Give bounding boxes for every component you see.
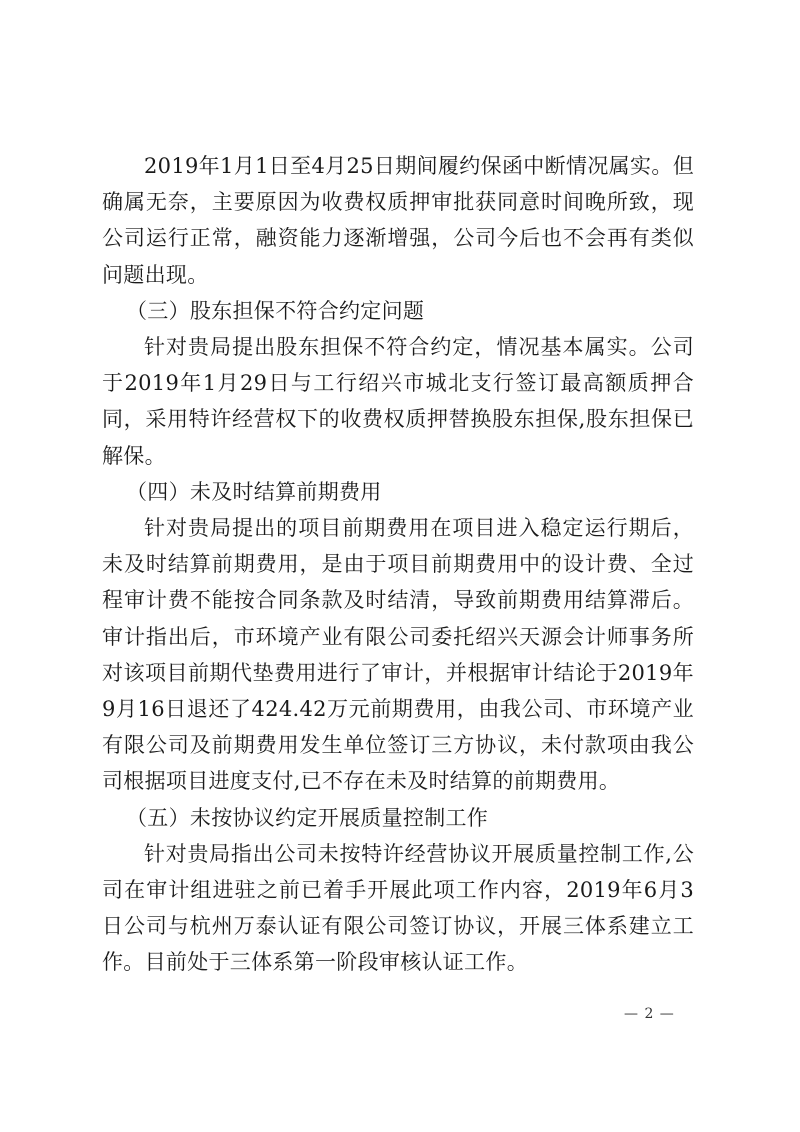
paragraph-guarantee-interruption: 2019年1月1日至4月25日期间履约保函中断情况属实。但确属无奈，主要原因为收费权质押审批获同意时间晚所致，现公司运行正常，融资能力逐渐增强，公司今后也不会再有类似问题出现。 <box>102 154 694 287</box>
section-heading-3: （三）股东担保不符合约定问题 <box>126 298 425 323</box>
section-heading-5: （五）未按协议约定开展质量控制工作 <box>126 805 489 830</box>
paragraph-quality-control: 针对贵局指出公司未按特许经营协议开展质量控制工作,公司在审计组进驻之前已着手开展此项工作内容，2019年6月3日公司与杭州万泰认证有限公司签订协议，开展三体系建立工作。目前处于三体系第一阶段审核认证工作。 <box>102 841 694 975</box>
paragraph-shareholder-guarantee: 针对贵局提出股东担保不符合约定，情况基本属实。公司于2019年1月29日与工行绍兴市城北支行签订最高额质押合同，采用特许经营权下的收费权质押替换股东担保,股东担保已解保。 <box>102 335 694 468</box>
page-number: — 2 — <box>624 1006 675 1022</box>
document-body <box>102 148 694 981</box>
paragraph-preliminary-expenses: 针对贵局提出的项目前期费用在项目进入稳定运行期后，未及时结算前期费用，是由于项目前期费用中的设计费、全过程审计费不能按合同条款及时结清，导致前期费用结算滞后。审计指出后，市环境产业有限公司委托绍兴天源会计师事务所对该项目前期代垫费用进行了审计，并根据审计结论于2019年9月16日退还了424.42万元前期费用，由我公司、市环境产业有限公司及前期费用发生单位签订三方协议，未付款项由我公司根据项目进度支付,已不存在未及时结算的前期费用。 <box>102 516 694 794</box>
section-heading-4: （四）未及时结算前期费用 <box>126 479 382 504</box>
